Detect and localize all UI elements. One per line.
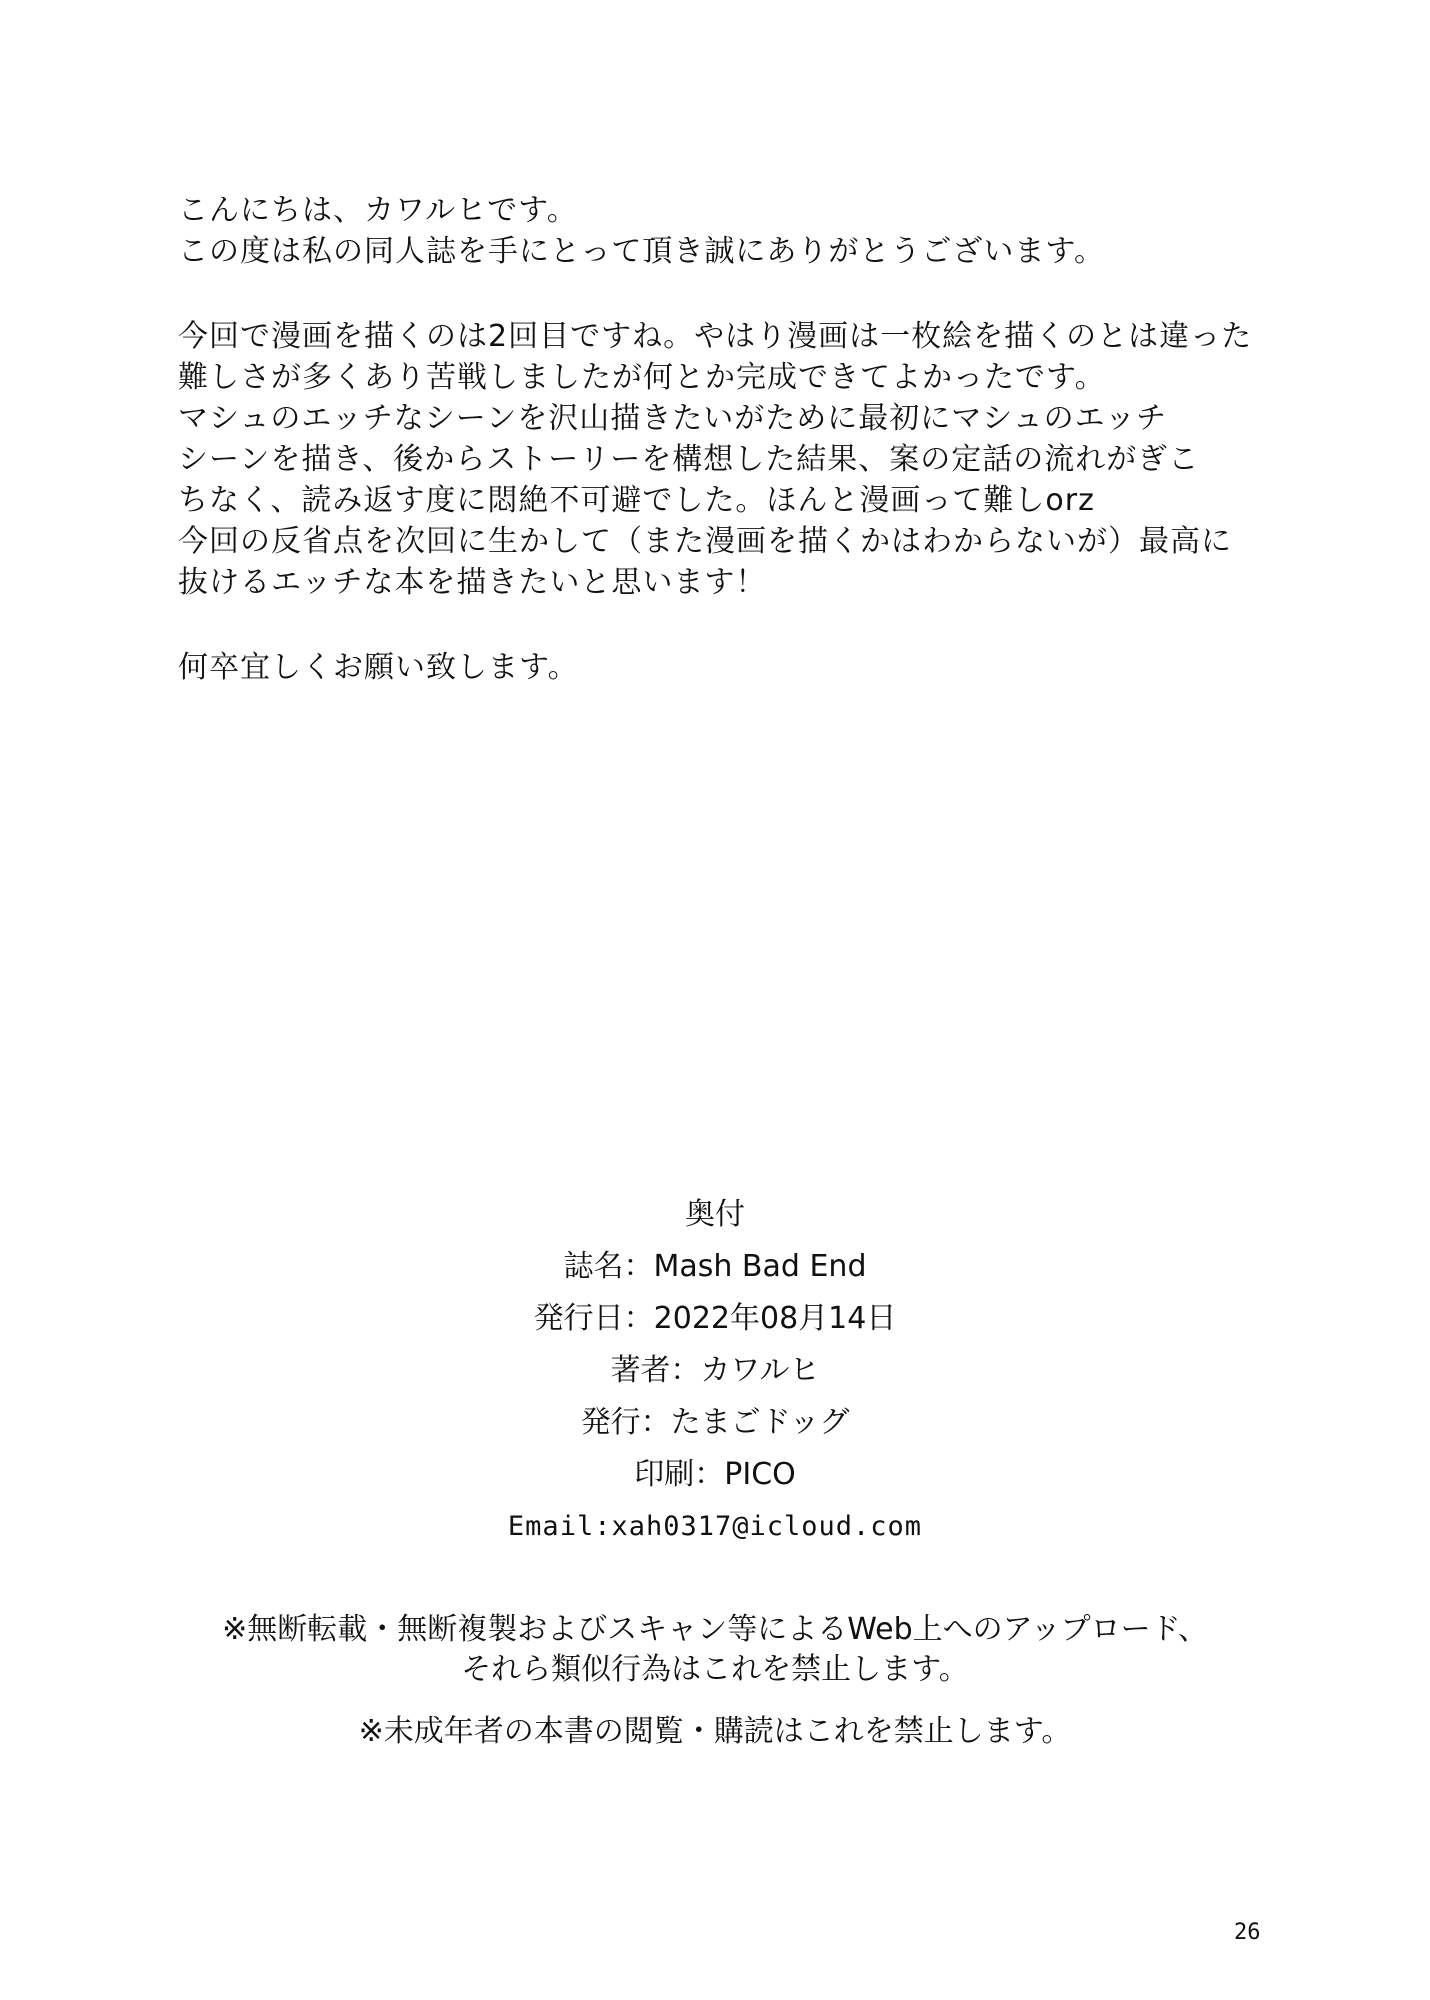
publisher: 発行：たまごドッグ [580, 1405, 850, 1440]
copyright-notice [0, 1610, 1430, 1690]
notice-line: それら類似行為はこれを禁止します。 [461, 1652, 969, 1687]
colophon [0, 1195, 1430, 1559]
publish-date: 発行日：2022年08月14日 [533, 1301, 897, 1336]
notices [0, 1610, 1430, 1774]
text-line: 今回の反省点を次回に生かして（また漫画を描くかはわからないが）最高に [178, 524, 1232, 559]
notice-line: ※無断転載・無断複製およびスキャン等によるWeb上へのアップロード、 [222, 1612, 1208, 1647]
text-line: 難しさが多くあり苦戦しましたが何とか完成できてよかったです。 [178, 360, 1106, 395]
contact-email: Email:xah0317@icloud.com [507, 1511, 923, 1542]
text-line: この度は私の同人誌を手にとって頂き誠にありがとうございます。 [178, 234, 1105, 269]
book-title: 誌名：Mash Bad End [563, 1249, 867, 1284]
page-number: 26 [1234, 1920, 1261, 1945]
colophon-title: 奥付 [685, 1197, 745, 1232]
greeting-paragraph [178, 190, 1298, 272]
notice-line: ※未成年者の本書の閲覧・購読はこれを禁止します。 [358, 1714, 1072, 1749]
author: 著者：カワルヒ [610, 1353, 820, 1388]
text-line: マシュのエッチなシーンを沢山描きたいがために最初にマシュのエッチ [178, 401, 1167, 436]
text-line: シーンを描き、後からストーリーを構想した結果、案の定話の流れがぎこ [178, 442, 1200, 477]
text-line: 何卒宜しくお願い致します。 [178, 650, 579, 685]
text-line: ちなく、読み返す度に悶絶不可避でした。ほんと漫画って難しorz [178, 483, 1095, 518]
body-paragraph [178, 316, 1298, 603]
afterword [178, 190, 1298, 732]
text-line: こんにちは、カワルヒです。 [178, 193, 578, 228]
text-line: 抜けるエッチな本を描きたいと思います！ [178, 565, 767, 600]
printer: 印刷：PICO [634, 1457, 796, 1492]
closing-paragraph [178, 647, 1298, 688]
age-notice [0, 1712, 1430, 1752]
text-line: 今回で漫画を描くのは2回目ですね。やはり漫画は一枚絵を描くのとは違った [178, 319, 1253, 354]
